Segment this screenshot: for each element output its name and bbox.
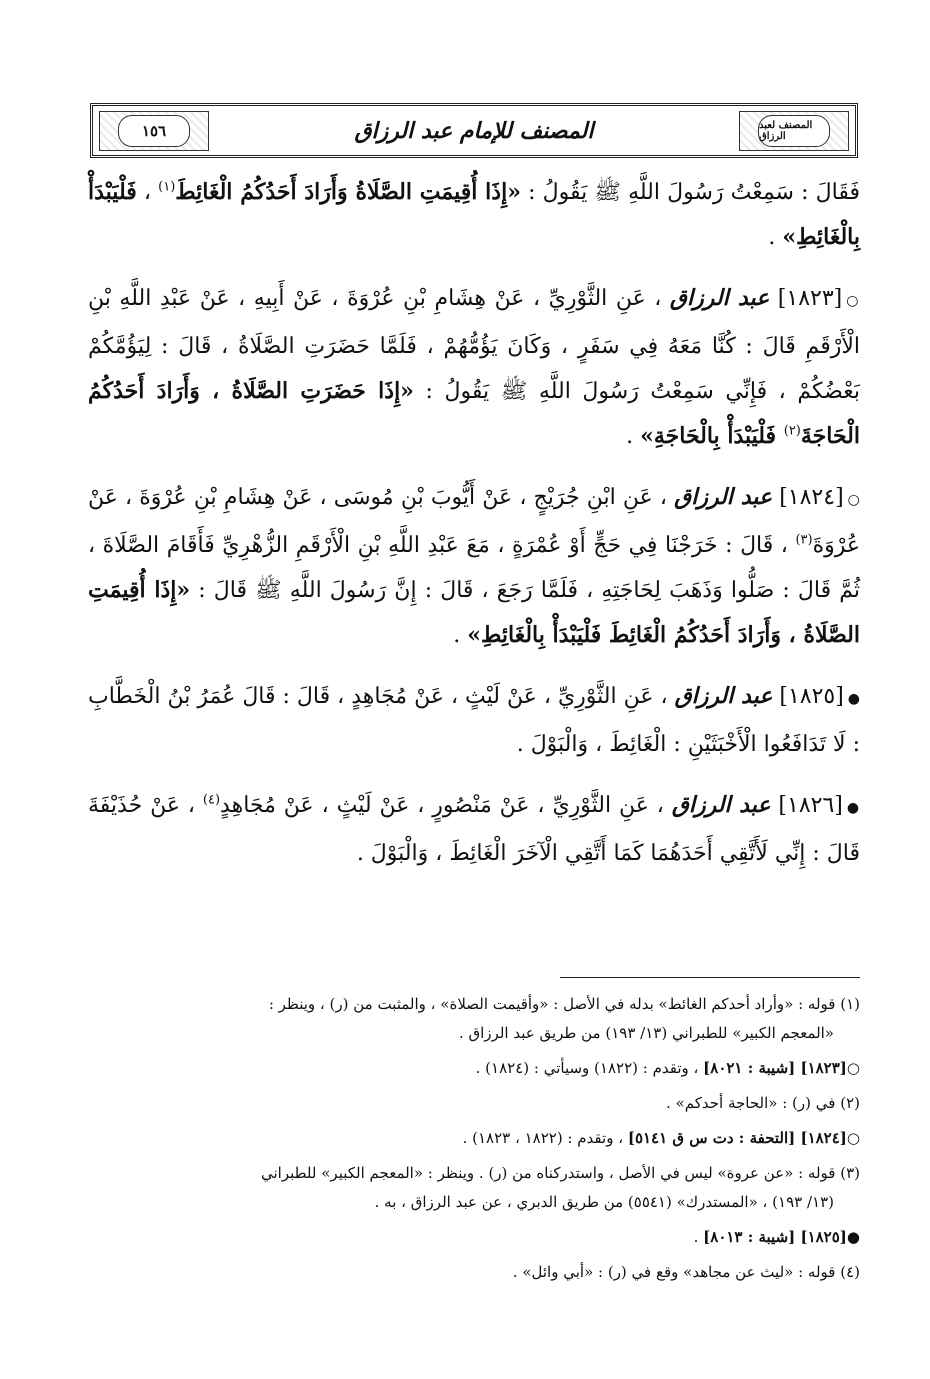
book-title: المصنف للإمام عبد الرزاق bbox=[354, 117, 594, 144]
footnotes bbox=[88, 990, 860, 1293]
main-text bbox=[88, 170, 860, 892]
hadith-quote: فَلْيَبْدَأْ بِالْغَائِطِ» bbox=[88, 179, 860, 250]
hadith-1824 bbox=[88, 475, 860, 658]
hadith-1823 bbox=[88, 276, 860, 459]
footnote-3 bbox=[88, 1159, 860, 1217]
hollow-circle-icon: ○ bbox=[846, 293, 861, 309]
hadith-number: [١٨٢٦] bbox=[778, 793, 843, 818]
text: . bbox=[626, 424, 641, 449]
footnote-text: (١٣/ ١٩٣) ، «المستدرك» (٥٥٤١) من طريق الدبري ، عن عبد الرزاق ، به . bbox=[374, 1193, 834, 1211]
filled-circle-icon: ● bbox=[846, 1228, 860, 1246]
text: ، عَنْ حُذَيْفَةَ قَالَ : إِنِّي لَأَتَّقِي أَحَدَهُمَا كَمَا أَتَّقِي الْآخَرَ الْغَائِطَ ، وَالْبَوْلَ . bbox=[88, 793, 860, 866]
text: فَقَالَ : سَمِعْتُ رَسُولَ اللَّهِ ﷺ يَقُولُ : bbox=[520, 180, 861, 205]
hollow-circle-icon: ○ bbox=[847, 492, 861, 508]
hadith-quote: فَلْيَبْدَأْ بِالْحَاجَةِ» bbox=[640, 423, 784, 449]
paragraph-continuation bbox=[88, 170, 860, 260]
narrator-name: عبد الرزاق bbox=[671, 792, 771, 818]
hadith-number: [١٨٢٣] bbox=[777, 286, 843, 311]
footnote-2 bbox=[88, 1089, 860, 1118]
source-text: ، وتقدم : (١٨٢٢ ، ١٨٢٣) . bbox=[462, 1129, 628, 1147]
text: ، عَنِ الثَّوْرِيِّ ، عَنْ لَيْثٍ ، عَنْ مُجَاهِدٍ ، قَالَ : قَالَ عُمَرُ بْنُ الْخَطَّابِ : لَا تَدَافَعُوا الْأَخْبَثَيْنِ : الْغَائِطَ ، وَالْبَوْلَ . bbox=[88, 684, 860, 757]
text: ، عَنِ الثَّوْرِيِّ ، عَنْ مَنْصُورٍ ، عَنْ لَيْثٍ ، عَنْ مُجَاهِدٍ bbox=[220, 793, 672, 818]
source-reference: [١٨٢٥] [شيبة : ٨٠١٣] bbox=[703, 1228, 847, 1246]
footnote-label: (٤) bbox=[840, 1263, 860, 1281]
hadith-quote: «إِذَا أُقِيمَتِ الصَّلَاةُ ، وَأَرَادَ أَحَدُكُمُ الْغَائِطَ فَلْيَبْدَأْ بِالْغَائِطِ» bbox=[88, 577, 860, 648]
source-note-1825 bbox=[88, 1223, 860, 1252]
footnote-text: قوله : «عن عروة» ليس في الأصل ، واستدركناه من (ر) . وينظر : «المعجم الكبير» للطبراني bbox=[260, 1164, 836, 1182]
hadith-quote: «إِذَا أُقِيمَتِ الصَّلَاةُ وَأَرَادَ أَحَدُكُمُ الْغَائِطَ bbox=[175, 179, 521, 205]
hadith-1825 bbox=[88, 674, 860, 767]
text: ، عَنِ ابْنِ جُرَيْجٍ ، عَنْ أَيُّوبَ بْنِ مُوسَى ، عَنْ هِشَامِ بْنِ عُرْوَةَ ، عَنْ عُرْوَةَ bbox=[88, 485, 860, 558]
source-text: . bbox=[693, 1228, 704, 1246]
book-seal: المصنف لعبد الرزاق bbox=[758, 115, 830, 147]
text: . bbox=[768, 225, 783, 250]
footnote-ref: (٣) bbox=[795, 532, 813, 548]
footnote-ref: (٢) bbox=[783, 423, 801, 439]
page-number-ornament bbox=[99, 111, 209, 151]
hollow-circle-icon: ○ bbox=[846, 1129, 860, 1147]
source-reference: [١٨٢٤] [التحفة : دت س ق ٥١٤١] bbox=[627, 1129, 847, 1147]
hollow-circle-icon: ○ bbox=[846, 1059, 860, 1077]
hadith-1826 bbox=[88, 783, 860, 876]
text: ، قَالَ : خَرَجْنَا فِي حَجٍّ أَوْ عُمْرَةٍ ، مَعَ عَبْدِ اللَّهِ بْنِ الْأَرْقَمِ الزُّهْرِيِّ فَأَقَامَ الصَّلَاةَ ، ثُمَّ قَالَ : صَلُّوا وَذَهَبَ لِحَاجَتِهِ ، فَلَمَّا رَجَعَ ، قَالَ : إِنَّ رَسُولَ اللَّهِ ﷺ قَالَ : bbox=[88, 533, 860, 603]
footnote-label: (١) bbox=[840, 995, 860, 1013]
running-header bbox=[90, 103, 858, 158]
footnote-divider bbox=[560, 977, 860, 978]
hadith-quote: «إِذَا حَضَرَتِ الصَّلَاةُ ، وَأَرَادَ أَحَدُكُمُ الْحَاجَةَ bbox=[88, 378, 860, 449]
footnote-4 bbox=[88, 1258, 860, 1287]
footnote-text: قوله : «وأراد أحدكم الغائط» بدله في الأصل : «وأقيمت الصلاة» ، والمثبت من (ر) ، وينظر : bbox=[268, 995, 836, 1013]
footnote-text: في (ر) : «الحاجة أحدكم» . bbox=[666, 1094, 836, 1112]
footnote-text: قوله : «ليث عن مجاهد» وقع في (ر) : «أبي وائل» . bbox=[512, 1263, 836, 1281]
hadith-number: [١٨٢٥] bbox=[779, 684, 844, 709]
narrator-name: عبد الرزاق bbox=[669, 285, 770, 311]
source-text: ، وتقدم : (١٨٢٢) وسيأتي : (١٨٢٤) . bbox=[475, 1059, 704, 1077]
footnote-ref: (١) bbox=[158, 179, 176, 195]
text: . bbox=[453, 623, 468, 648]
source-reference: [١٨٢٣] [شيبة : ٨٠٢١] bbox=[703, 1059, 847, 1077]
source-note-1823 bbox=[88, 1054, 860, 1083]
footnote-label: (٣) bbox=[840, 1164, 860, 1182]
book-seal-ornament bbox=[739, 111, 849, 151]
filled-circle-icon: ● bbox=[846, 800, 860, 816]
text: ، bbox=[136, 180, 159, 205]
footnote-label: (٢) bbox=[840, 1094, 860, 1112]
footnote-ref: (٤) bbox=[202, 792, 221, 808]
text: ، عَنِ الثَّوْرِيِّ ، عَنْ هِشَامِ بْنِ عُرْوَةَ ، عَنْ أَبِيهِ ، عَنْ عَبْدِ اللَّهِ بْنِ الْأَرْقَمِ قَالَ : كُنَّا مَعَهُ فِي سَفَرٍ ، وَكَانَ يَؤُمُّهُمْ ، فَلَمَّا حَضَرَتِ الصَّلَاةُ ، قَالَ : لِيَؤُمَّكُمْ بَعْضُكُمْ ، فَإِنِّي سَمِعْتُ رَسُولَ اللَّهِ ﷺ يَقُولُ : bbox=[88, 286, 860, 404]
source-note-1824 bbox=[88, 1124, 860, 1153]
filled-circle-icon: ● bbox=[847, 691, 861, 707]
narrator-name: عبد الرزاق bbox=[674, 683, 773, 709]
hadith-number: [١٨٢٤] bbox=[779, 485, 844, 510]
footnote-1 bbox=[88, 990, 860, 1048]
footnote-text: «المعجم الكبير» للطبراني (١٣/ ١٩٣) من طريق عبد الرزاق . bbox=[458, 1024, 834, 1042]
narrator-name: عبد الرزاق bbox=[674, 484, 773, 510]
page-number: ١٥٦ bbox=[118, 115, 190, 147]
